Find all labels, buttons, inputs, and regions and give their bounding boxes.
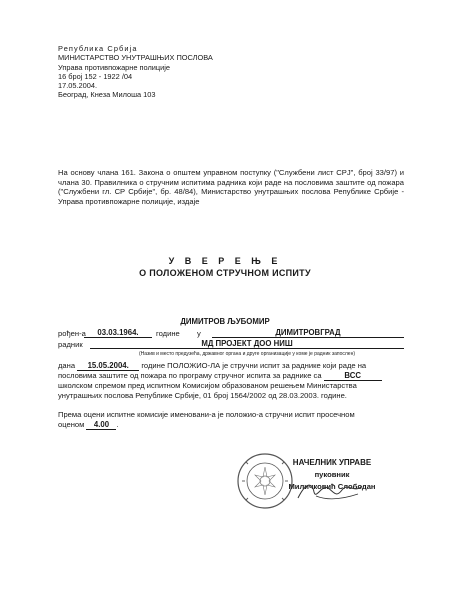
exam-line-1 — [58, 361, 366, 371]
header-department: Управа противпожарне полиције — [58, 63, 171, 72]
exam-line-2-text: пословима заштите од пожара по програму стручног испита за раднике са — [58, 371, 322, 380]
header-address: Београд, Кнеза Милоша 103 — [58, 90, 156, 99]
document-title: У В Е Р Е Њ Е — [168, 256, 282, 266]
grade-end: . — [116, 420, 119, 429]
exam-line-4: унутрашњих послова Републике Србије, 01 број 1564/2002 од 28.03.2003. године. — [58, 391, 347, 400]
grade-line-1: Према оцени испитне комисије именовани-а је положио-а стручни испит просечном — [58, 410, 355, 419]
born-label: рођен-а — [58, 329, 86, 338]
signature-title: НАЧЕЛНИК УПРАВЕ — [292, 458, 372, 467]
grade-label: оценом — [58, 420, 85, 429]
employer-caption: (Назив и место предузећа, државног органа и друге организације у коме је радник запослен) — [138, 351, 356, 357]
document-subtitle: О ПОЛОЖЕНОМ СТРУЧНОМ ИСПИТУ — [139, 268, 311, 278]
birth-place: ДИМИТРОВГРАД — [212, 328, 404, 338]
exam-date: 15.05.2004. — [77, 361, 139, 371]
handwritten-signature-icon — [296, 478, 366, 504]
exam-line-1-rest: године ПОЛОЖИО-ЛА је стручни испит за раднике који раде на — [141, 361, 367, 370]
header-ministry: МИНИСТАРСТВО УНУТРАШЊИХ ПОСЛОВА — [58, 53, 213, 62]
person-name: ДИМИТРОВ ЉУБОМИР — [180, 317, 270, 326]
grade-value: 4.00 — [86, 420, 116, 430]
qualification: ВСС — [324, 371, 382, 381]
employer: МД ПРОЈЕКТ ДОО НИШ — [90, 339, 404, 349]
grade-line-2 — [58, 420, 119, 430]
worker-label: радник — [58, 340, 83, 349]
day-label: дана — [58, 361, 76, 370]
header-republic: Република Србија — [58, 44, 138, 53]
birth-date: 03.03.1964. — [84, 328, 152, 338]
header-date: 17.05.2004. — [58, 81, 98, 90]
header-number: 16 број 152 - 1922 /04 — [58, 72, 133, 81]
in-label: у — [197, 329, 201, 338]
signature-rank: пуковник — [314, 470, 350, 479]
exam-line-2 — [58, 371, 382, 381]
exam-line-3: школском спремом пред испитном Комисијом образованом решењем Министарства — [58, 381, 357, 390]
signature-name: Миличковић Слободан — [288, 482, 376, 491]
year-label: године — [156, 329, 180, 338]
intro-paragraph: На основу члана 161. Закона о општем управном поступку ("Службени лист СРЈ", број 33/97) и члана 30. Правилника о стручним испитима радника који раде на пословима заштите од пожара ("Службени гл. СР Србије", бр. 48/84), Министарство унутрашњих послова Републике Србије - Управа противпожарне полиције, издаје — [58, 168, 404, 206]
